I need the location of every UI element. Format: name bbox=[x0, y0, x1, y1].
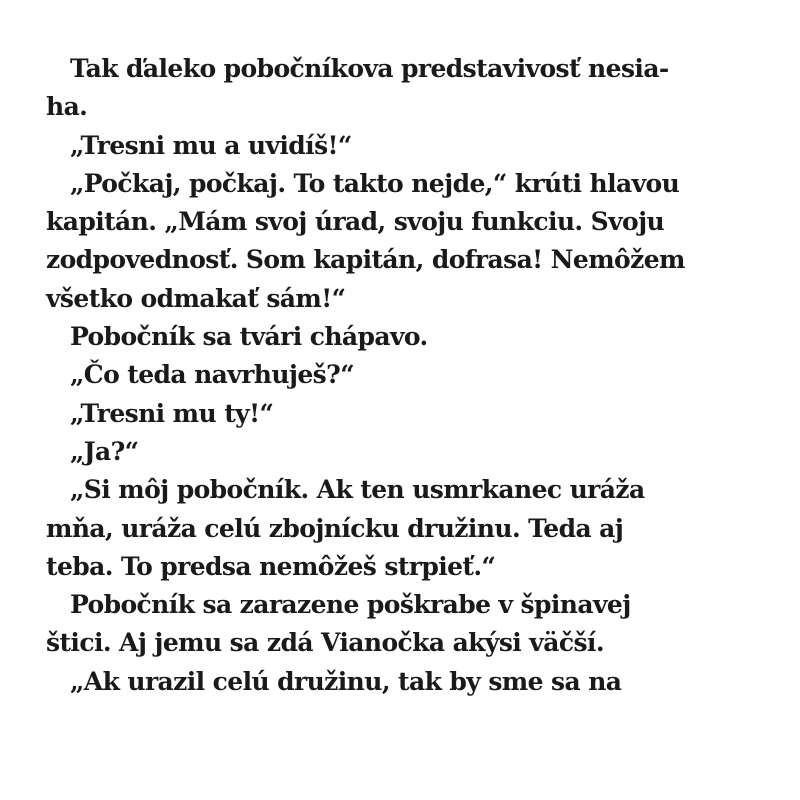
text-line: všetko odmakať sám!“ bbox=[46, 283, 346, 313]
text-line: Tak ďaleko pobočníkova predstavivosť nesia- bbox=[70, 54, 669, 83]
text-line: „Počkaj, počkaj. To takto nejde,“ krúti hlavou bbox=[70, 168, 680, 198]
text-line: „Si môj pobočník. Ak ten usmrkanec uráža bbox=[70, 475, 645, 505]
text-line: „Ja?“ bbox=[70, 436, 139, 466]
text-line: „Tresni mu ty!“ bbox=[70, 398, 274, 428]
text-line: „Ak urazil celú družinu, tak by sme sa na bbox=[70, 666, 622, 696]
text-line: Pobočník sa tvári chápavo. bbox=[70, 322, 428, 352]
text-block bbox=[46, 50, 766, 701]
text-line: „Tresni mu a uvidíš!“ bbox=[70, 130, 352, 160]
text-line: zodpovednosť. Som kapitán, dofrasa! Nemôžem bbox=[46, 245, 685, 275]
text-line: „Čo teda navrhuješ?“ bbox=[70, 360, 354, 390]
text-line: teba. To predsa nemôžeš strpieť.“ bbox=[46, 551, 496, 581]
text-line: štici. Aj jemu sa zdá Vianočka akýsi väčší. bbox=[46, 628, 604, 658]
text-line: Pobočník sa zarazene poškrabe v špinavej bbox=[70, 590, 631, 620]
text-line: kapitán. „Mám svoj úrad, svoju funkciu. Svoju bbox=[46, 207, 665, 237]
text-line: mňa, uráža celú zbojnícku družinu. Teda aj bbox=[46, 513, 624, 543]
text-line: ha. bbox=[46, 92, 88, 122]
